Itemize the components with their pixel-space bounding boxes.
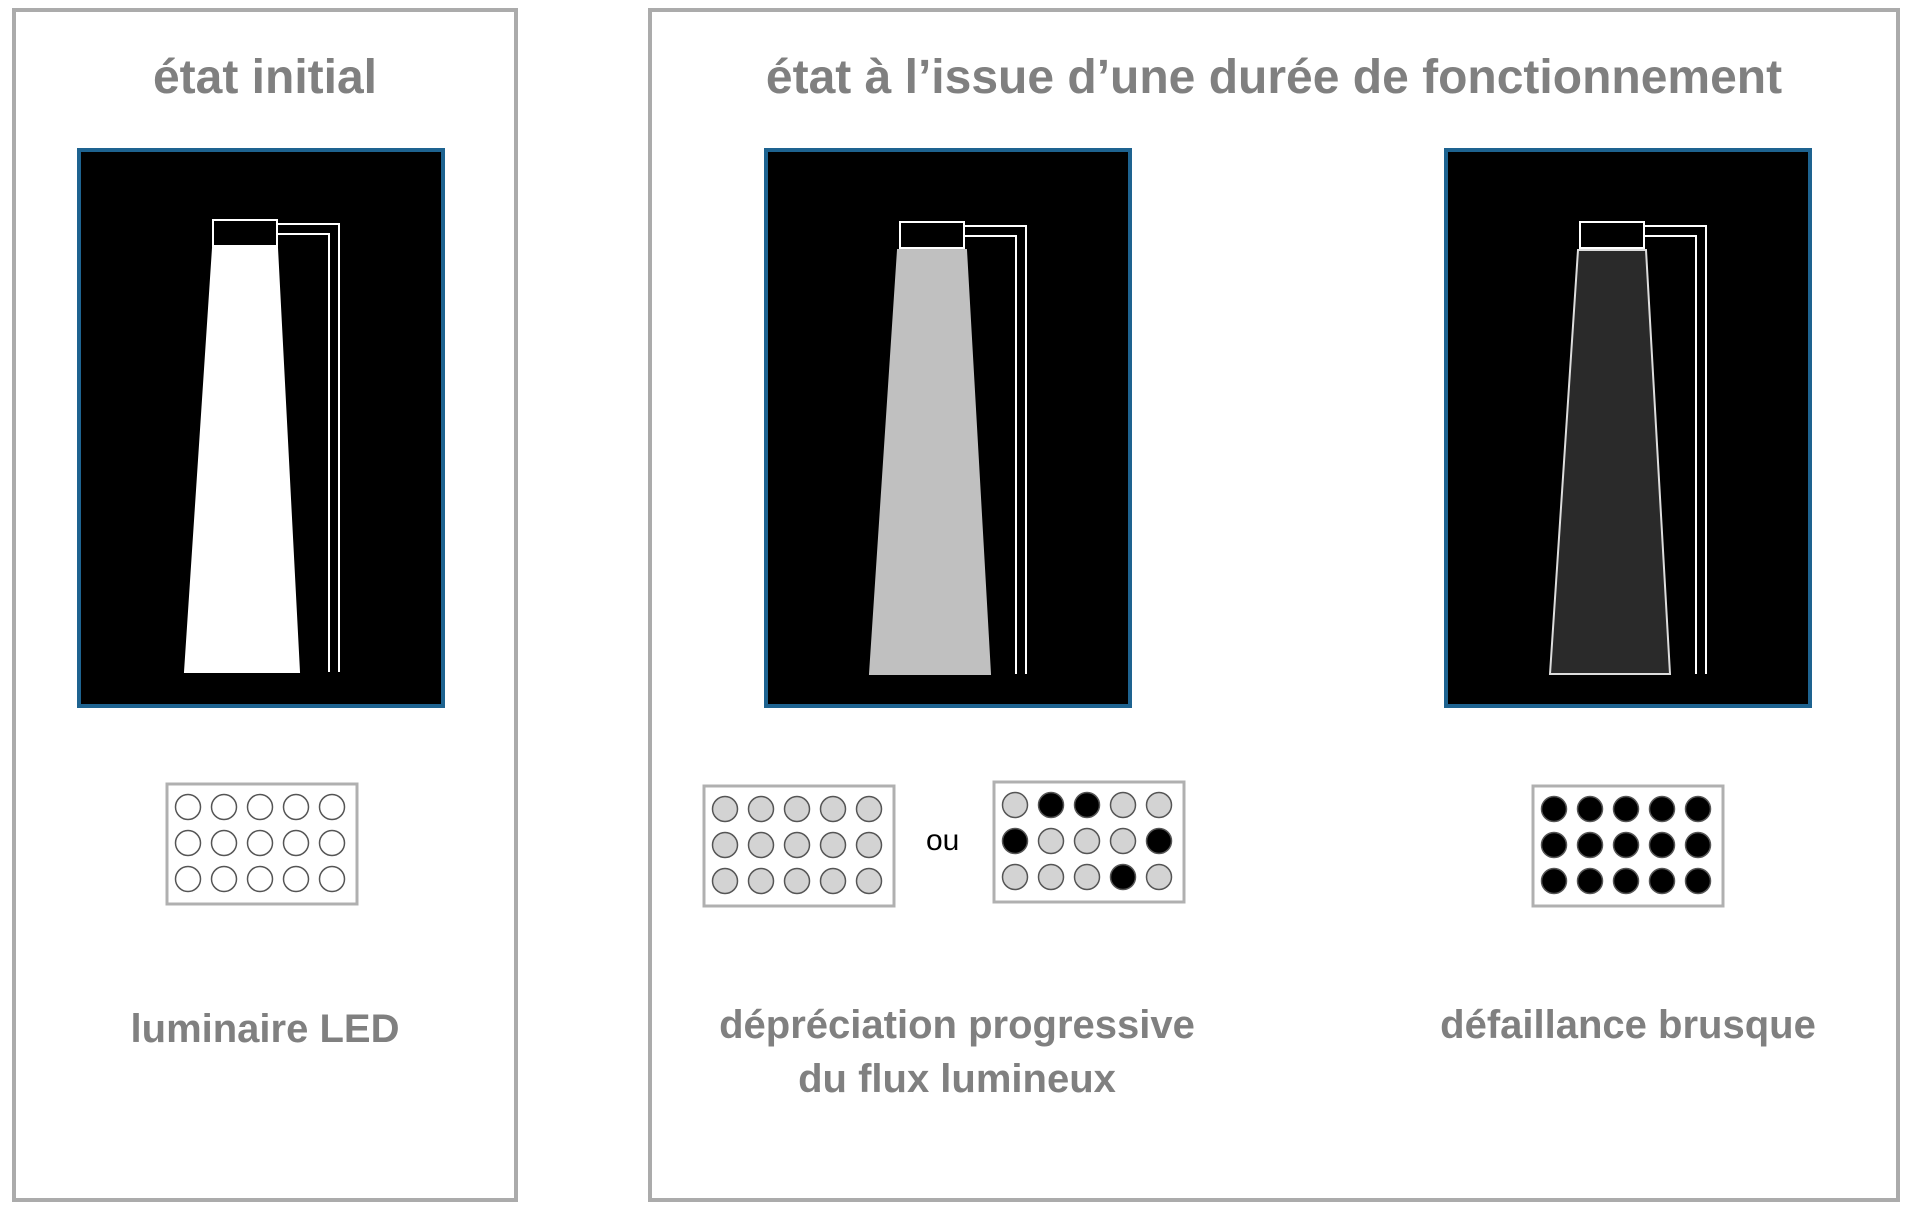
led-dot [1003, 829, 1028, 854]
led-dot [749, 869, 774, 894]
led-dot [1542, 869, 1567, 894]
led-dot [857, 869, 882, 894]
led-dot [785, 833, 810, 858]
led-dot [821, 833, 846, 858]
street-light-scene-depreciation [764, 148, 1132, 708]
led-dot [1686, 869, 1711, 894]
led-dot [284, 867, 309, 892]
street-light-failure-icon [1448, 152, 1808, 704]
led-dot [749, 797, 774, 822]
led-dot [1578, 869, 1603, 894]
led-dot [176, 867, 201, 892]
led-dot [857, 797, 882, 822]
depreciation-caption-line1: dépréciation progressive [719, 1003, 1195, 1047]
led-dot [212, 795, 237, 820]
led-dot [1075, 829, 1100, 854]
led-dot [248, 795, 273, 820]
led-dot [1578, 833, 1603, 858]
led-module-failure [1531, 784, 1725, 908]
led-dot [1003, 865, 1028, 890]
led-dot [176, 795, 201, 820]
depreciation-caption [680, 998, 1234, 1106]
led-dot [1039, 865, 1064, 890]
led-dot [1147, 829, 1172, 854]
led-dot [284, 795, 309, 820]
led-dot [320, 831, 345, 856]
led-dot [713, 869, 738, 894]
initial-state-caption: luminaire LED [130, 1007, 400, 1051]
or-label: ou [926, 824, 960, 857]
led-dot [248, 831, 273, 856]
led-module-depreciation-partial [992, 780, 1186, 904]
led-dot [1075, 865, 1100, 890]
depreciation-caption-line2: du flux lumineux [798, 1057, 1116, 1101]
led-dot [1147, 865, 1172, 890]
led-dot [713, 797, 738, 822]
light-beam-failure [1550, 250, 1670, 674]
led-dot [1650, 797, 1675, 822]
led-dot [1686, 833, 1711, 858]
led-dot [1614, 833, 1639, 858]
led-dot [1111, 865, 1136, 890]
led-dot [1111, 829, 1136, 854]
operating-state-title: état à l’issue d’une durée de fonctionnement [765, 51, 1783, 104]
led-dot [749, 833, 774, 858]
initial-state-title: état initial [152, 51, 378, 104]
led-dot [1003, 793, 1028, 818]
led-module-initial [165, 782, 359, 906]
led-dot [176, 831, 201, 856]
led-dot [320, 867, 345, 892]
led-dot [1039, 829, 1064, 854]
led-dot [1075, 793, 1100, 818]
led-dot [1578, 797, 1603, 822]
led-dot [821, 869, 846, 894]
led-dot [1614, 797, 1639, 822]
led-dot [1111, 793, 1136, 818]
led-dot [857, 833, 882, 858]
led-dot [713, 833, 738, 858]
led-dot [320, 795, 345, 820]
led-dot [785, 797, 810, 822]
street-light-depreciation-icon [768, 152, 1128, 704]
led-dot [1614, 869, 1639, 894]
street-light-scene-initial [77, 148, 445, 708]
led-dot [785, 869, 810, 894]
led-dot [1650, 833, 1675, 858]
led-dot [1147, 793, 1172, 818]
led-dot [1542, 833, 1567, 858]
led-dot [1039, 793, 1064, 818]
led-dot [1542, 797, 1567, 822]
led-module-depreciation-uniform [702, 784, 896, 908]
street-light-initial-icon [81, 152, 441, 704]
led-dot [1650, 869, 1675, 894]
led-dot [212, 831, 237, 856]
led-dot [821, 797, 846, 822]
failure-caption: défaillance brusque [1440, 1003, 1816, 1047]
led-dot [248, 867, 273, 892]
light-beam-initial [185, 248, 299, 672]
led-dot [212, 867, 237, 892]
led-dot [284, 831, 309, 856]
street-light-scene-failure [1444, 148, 1812, 708]
light-beam-depreciation [870, 250, 990, 674]
led-dot [1686, 797, 1711, 822]
